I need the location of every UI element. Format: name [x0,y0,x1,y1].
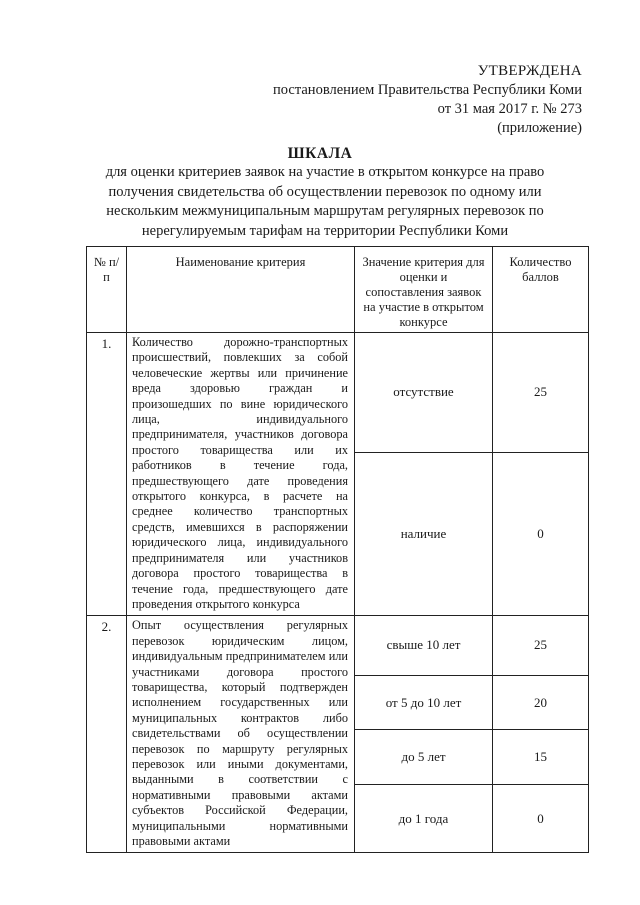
criterion-value: свыше 10 лет [355,616,493,675]
approval-title: УТВЕРЖДЕНА [477,63,582,79]
header-num: № п/п [87,247,127,333]
table-row [87,616,589,675]
approval-line-appendix: (приложение) [497,120,582,136]
header-points: Количество баллов [493,247,589,333]
row-number: 2. [87,616,127,853]
table-header-row [87,247,589,333]
criterion-text: Опыт осуществления регулярных перевозок юридическим лицом, индивидуальным предпринимателем или участниками договора простого товарищества, который подтвержден исполнением государственных или муниципальных контрактов либо свидетельствами об осуществлении перевозок по маршруту регулярных перевозок или иными документами, выданными в соответствии с нормативными правовыми актами субъектов Российской Федерации, муниципальными нормативными правовыми актами [127,616,355,853]
criterion-points: 25 [493,333,589,453]
criterion-text: Количество дорожно-транспортных происшествий, повлекших за собой человеческие жертвы или причинение вреда здоровью граждан и произошедших по вине юридического лица, индивидуального предпринимателя, участников договора простого товарищества или их работников в течение года, предшествующего дате проведения открытого конкурса, в расчете на среднее количество транспортных средств, имевшихся в распоряжении юридического лица, индивидуального предпринимателя или участников договора простого товарищества в течение года, предшествующего дате проведения открытого конкурса [127,333,355,616]
criterion-points: 20 [493,675,589,730]
criterion-points: 15 [493,730,589,785]
document-subtitle: для оценки критериев заявок на участие в открытом конкурсе на право получения свидетельства об осуществлении перевозок по одному или нескольким межмуниципальным маршрутам регулярных перевозок по нерегулируемым тарифам на территории Республики Коми [105,164,545,239]
approval-line-decree: постановлением Правительства Республики Коми [273,82,582,98]
header-name: Наименование критерия [127,247,355,333]
criterion-points: 0 [493,452,589,615]
criterion-value: до 1 года [355,785,493,853]
criterion-value: отсутствие [355,333,493,453]
criteria-table [86,246,589,853]
table-row [87,333,589,453]
approval-block [273,62,582,138]
criterion-points: 0 [493,785,589,853]
criterion-value: наличие [355,452,493,615]
document-title: ШКАЛА [287,145,353,162]
criterion-value: от 5 до 10 лет [355,675,493,730]
approval-line-date: от 31 мая 2017 г. № 273 [437,101,582,117]
criterion-value: до 5 лет [355,730,493,785]
criterion-points: 25 [493,616,589,675]
header-value: Значение критерия для оценки и сопоставления заявок на участие в открытом конкурсе [355,247,493,333]
row-number: 1. [87,333,127,616]
